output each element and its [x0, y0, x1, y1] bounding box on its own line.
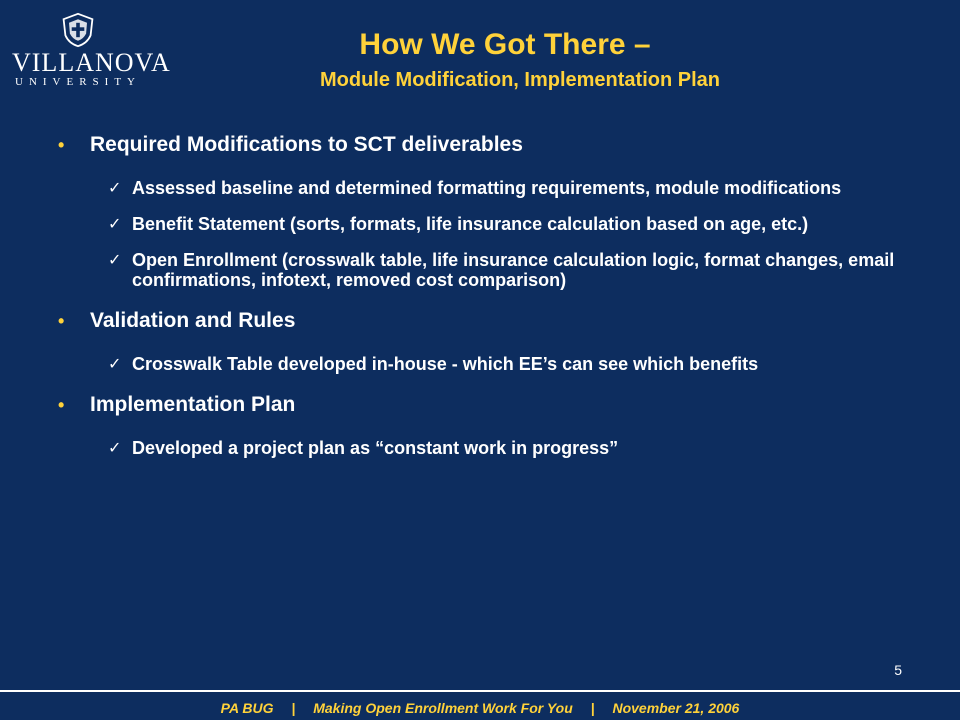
checklist-item-text: Open Enrollment (crosswalk table, life insurance calculation logic, format changes, email confirmations, infotext, removed cost comparison) — [132, 250, 895, 290]
footer-date: November 21, 2006 — [612, 700, 740, 716]
checklist-item — [58, 250, 908, 290]
checklist-item-text: Crosswalk Table developed in-house - which EE’s can see which benefits — [132, 354, 759, 374]
bullet-dot-icon: • — [58, 311, 65, 331]
slide-content — [58, 130, 908, 458]
section-heading-text: Validation and Rules — [90, 309, 296, 332]
footer-separator: | — [590, 700, 595, 716]
section-heading — [58, 130, 908, 160]
bullet-dot-icon: • — [58, 135, 65, 155]
checkmark-icon: ✓ — [108, 178, 122, 197]
logo-subtext: UNIVERSITY — [15, 76, 141, 88]
checkmark-icon: ✓ — [108, 354, 122, 373]
checkmark-icon: ✓ — [108, 250, 122, 269]
page-number: 5 — [894, 662, 902, 678]
checklist-item-text: Benefit Statement (sorts, formats, life insurance calculation based on age, etc.) — [132, 214, 809, 234]
footer-separator: | — [291, 700, 296, 716]
footer-org: PA BUG — [220, 700, 274, 716]
slide-title: How We Got There – — [359, 28, 651, 61]
logo-wordmark: VILLANOVA — [12, 48, 171, 77]
section-heading-text: Implementation Plan — [90, 393, 296, 416]
section-heading — [58, 306, 908, 336]
checklist-item-text: Assessed baseline and determined formatting requirements, module modifications — [132, 178, 842, 198]
checkmark-icon: ✓ — [108, 438, 122, 457]
slide-subtitle: Module Modification, Implementation Plan — [319, 69, 720, 91]
footer-session: Making Open Enrollment Work For You — [313, 700, 573, 716]
checklist-item — [58, 214, 908, 234]
slide-footer — [0, 696, 960, 720]
checkmark-icon: ✓ — [108, 214, 122, 233]
section-heading — [58, 390, 908, 420]
checklist-item — [58, 354, 908, 374]
checklist-item — [58, 178, 908, 198]
checklist-item — [58, 438, 908, 458]
footer-divider — [0, 690, 960, 692]
bullet-dot-icon: • — [58, 395, 65, 415]
checklist-item-text: Developed a project plan as “constant work in progress” — [132, 438, 619, 458]
section-heading-text: Required Modifications to SCT deliverables — [90, 133, 523, 156]
